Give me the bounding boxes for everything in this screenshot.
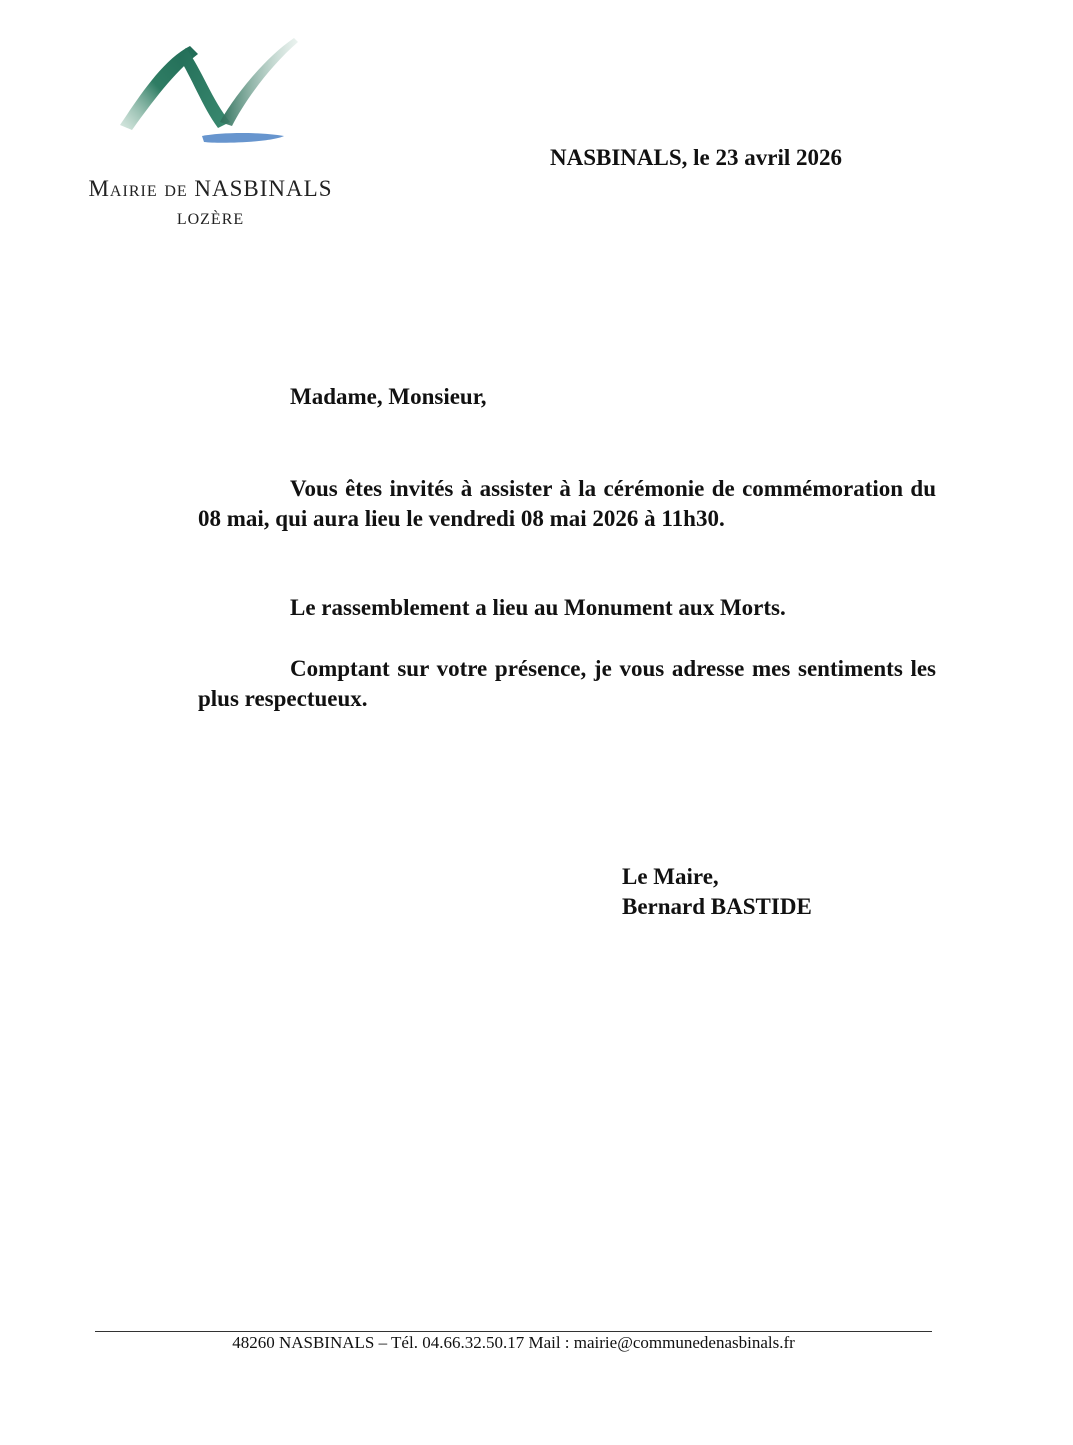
footer-divider xyxy=(95,1331,932,1332)
paragraph-invitation: Vous êtes invités à assister à la cérémonie de commémoration du 08 mai, qui aura lieu le vendredi 08 mai 2026 à 11h30. xyxy=(198,476,936,531)
date-line: NASBINALS, le 23 avril 2026 xyxy=(550,145,842,170)
footer-contact: 48260 NASBINALS – Tél. 04.66.32.50.17 Mail : mairie@communedenasbinals.fr xyxy=(232,1333,795,1352)
mairie-name: Mairie de NASBINALS xyxy=(88,176,333,201)
departement-name: LOZÈRE xyxy=(176,211,245,228)
paragraph-rassemblement: Le rassemblement a lieu au Monument aux Morts. xyxy=(290,595,786,620)
paragraph-closing: Comptant sur votre présence, je vous adresse mes sentiments les plus respectueux. xyxy=(198,656,936,711)
signature-block xyxy=(622,862,812,922)
nasbinals-logo-icon xyxy=(112,30,302,155)
signature-name: Bernard BASTIDE xyxy=(622,894,812,919)
signature-title: Le Maire, xyxy=(622,864,719,889)
salutation: Madame, Monsieur, xyxy=(290,384,487,409)
